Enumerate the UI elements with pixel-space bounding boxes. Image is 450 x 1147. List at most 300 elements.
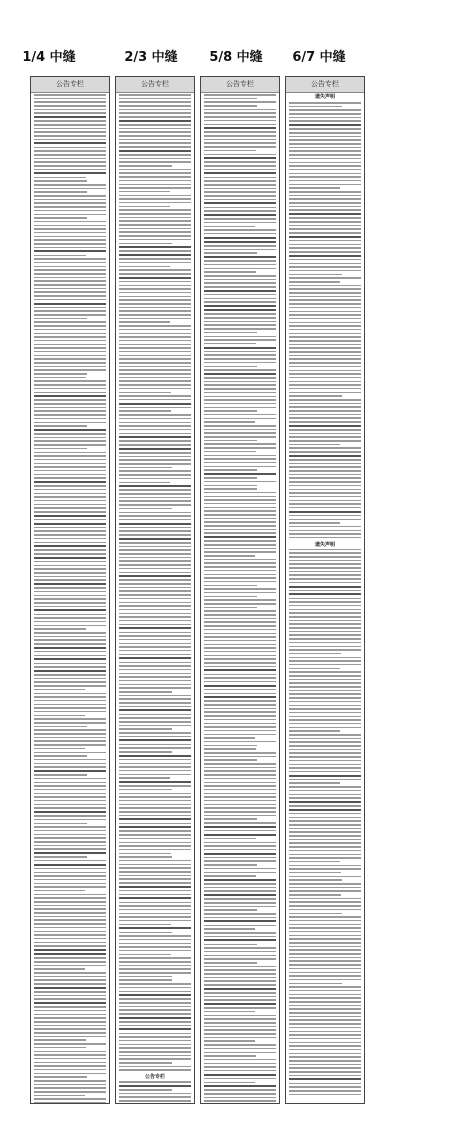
text-line [119, 560, 191, 562]
text-line [204, 774, 276, 776]
text-line [289, 620, 361, 622]
text-line [289, 522, 340, 524]
text-line [34, 329, 106, 331]
text-line [204, 488, 257, 490]
text-line [34, 905, 106, 907]
text-line [289, 109, 361, 111]
text-line [34, 841, 106, 843]
text-line [289, 489, 361, 491]
text-line [204, 536, 276, 538]
text-line [34, 147, 106, 149]
text-line [34, 856, 87, 858]
text-line [34, 991, 106, 993]
text-line [204, 1044, 276, 1046]
section-heading: 遗失声明 [314, 541, 335, 548]
text-line [204, 1011, 255, 1013]
text-line [204, 366, 257, 368]
text-line [289, 820, 361, 822]
text-line [204, 1100, 276, 1102]
text-line [119, 285, 191, 287]
text-line [34, 976, 106, 978]
text-line [204, 210, 276, 212]
text-line [34, 470, 106, 472]
text-line [204, 407, 276, 409]
text-line [34, 647, 106, 649]
text-line [289, 244, 361, 246]
text-line [204, 184, 276, 186]
text-line [119, 789, 172, 791]
text-line [289, 263, 361, 265]
panel-text-body [204, 94, 276, 1102]
text-line [289, 403, 361, 405]
text-line [34, 1025, 106, 1027]
text-line [204, 700, 276, 702]
text-line [289, 106, 342, 108]
text-line [289, 184, 361, 186]
text-line [34, 455, 106, 457]
panel-subheader: 遗失声明 [314, 94, 335, 100]
text-line [34, 507, 106, 509]
text-line [204, 662, 276, 664]
text-line [119, 277, 191, 279]
text-line [119, 485, 191, 487]
text-line [34, 407, 106, 409]
text-line [204, 551, 276, 553]
text-line [204, 689, 276, 691]
text-line [204, 592, 276, 594]
text-line [289, 752, 361, 754]
text-line [289, 571, 361, 573]
text-line [204, 139, 276, 141]
text-line [119, 1096, 191, 1098]
text-line [34, 1058, 106, 1060]
text-line [119, 329, 191, 331]
text-line [119, 344, 191, 346]
text-line [289, 646, 361, 648]
text-line [204, 388, 276, 390]
text-line [119, 508, 172, 510]
text-line [204, 566, 276, 568]
text-line [289, 414, 361, 416]
text-line [34, 1017, 106, 1019]
text-line [119, 650, 191, 652]
text-line [289, 496, 361, 498]
text-line [34, 800, 106, 802]
text-line [204, 432, 276, 434]
text-line [34, 643, 106, 645]
text-line [119, 176, 191, 178]
text-line [34, 496, 106, 498]
text-line [289, 876, 361, 878]
text-line [289, 786, 361, 788]
text-line [204, 105, 257, 107]
text-line [204, 811, 276, 813]
text-line [289, 905, 361, 907]
text-line [289, 686, 361, 688]
text-line [289, 567, 361, 569]
text-line [289, 447, 361, 449]
text-line [34, 748, 85, 750]
text-line [34, 934, 106, 936]
text-line [289, 1016, 361, 1018]
text-line [119, 706, 191, 708]
panel-text-body [289, 102, 361, 1104]
text-line [204, 485, 257, 487]
text-line [204, 588, 276, 590]
text-line [204, 726, 276, 728]
text-line [289, 960, 361, 962]
text-line [34, 704, 106, 706]
text-line [119, 206, 170, 208]
text-line [289, 150, 361, 152]
text-line [289, 311, 361, 313]
text-line [289, 805, 361, 807]
text-line [204, 913, 276, 915]
text-line [34, 707, 106, 709]
text-line [119, 994, 191, 996]
text-line [204, 704, 276, 706]
text-line [289, 616, 361, 618]
text-line [289, 890, 361, 892]
text-line [119, 946, 191, 948]
text-line [119, 818, 191, 820]
text-line [204, 681, 276, 683]
text-line [204, 94, 276, 96]
text-line [34, 410, 106, 412]
text-line [34, 572, 106, 574]
text-line [34, 864, 106, 866]
text-line [204, 640, 276, 642]
text-line [119, 470, 191, 472]
text-line [34, 658, 106, 660]
text-line [204, 872, 276, 874]
text-line [289, 927, 361, 929]
text-line [289, 997, 361, 999]
text-line [204, 677, 276, 679]
text-line [289, 682, 361, 684]
text-line [204, 1026, 276, 1028]
text-line [119, 422, 191, 424]
text-line [34, 901, 106, 903]
text-line [119, 362, 191, 364]
text-line [289, 139, 361, 141]
text-line [119, 325, 191, 327]
text-line [289, 979, 361, 981]
text-line [204, 555, 255, 557]
text-line [204, 920, 276, 922]
text-line [289, 738, 361, 740]
text-line [119, 336, 191, 338]
text-line [119, 358, 191, 360]
text-line [289, 373, 361, 375]
text-line [289, 288, 361, 290]
text-line [34, 172, 106, 174]
text-line [204, 1022, 276, 1024]
text-line [119, 139, 191, 141]
text-line [204, 469, 257, 471]
text-line [34, 953, 106, 955]
text-line [289, 303, 361, 305]
text-line [34, 250, 106, 252]
text-line [204, 518, 276, 520]
text-line [204, 879, 276, 881]
text-line [204, 562, 276, 564]
text-line [289, 247, 361, 249]
text-line [34, 142, 106, 144]
text-line [289, 132, 361, 134]
text-line [204, 1040, 255, 1042]
text-line [119, 1017, 191, 1019]
announcement-panel-6-7 [285, 76, 365, 1104]
text-line [204, 909, 257, 911]
text-line [289, 292, 361, 294]
text-line [34, 232, 106, 234]
text-line [289, 782, 340, 784]
text-line [119, 1047, 191, 1049]
text-line [119, 774, 191, 776]
text-line [34, 689, 85, 691]
text-line [204, 796, 276, 798]
text-line [34, 651, 106, 653]
text-line [119, 905, 191, 907]
text-line [204, 1033, 276, 1035]
text-line [204, 339, 276, 341]
panel-text-body [34, 94, 106, 1102]
text-line [204, 932, 276, 934]
text-line [289, 756, 361, 758]
text-line [119, 939, 191, 941]
text-line [119, 867, 191, 869]
text-line [289, 638, 361, 640]
text-line [119, 184, 191, 186]
text-line [119, 258, 191, 260]
text-line [34, 983, 106, 985]
text-line [34, 987, 106, 989]
text-line [119, 135, 191, 137]
text-line [34, 1036, 106, 1038]
text-line [204, 759, 257, 761]
text-line [289, 779, 361, 781]
text-line [34, 154, 106, 156]
text-line [34, 789, 106, 791]
text-line [204, 585, 257, 587]
text-line [34, 587, 106, 589]
text-line [289, 392, 361, 394]
text-line [119, 340, 191, 342]
text-line [34, 561, 106, 563]
text-line [289, 425, 361, 427]
text-line [119, 195, 191, 197]
text-line [119, 1006, 191, 1008]
text-line [34, 221, 106, 223]
text-line [119, 616, 191, 618]
text-line [289, 421, 361, 423]
text-line [34, 258, 106, 260]
text-line [34, 1069, 106, 1071]
text-line [289, 191, 361, 193]
text-line [34, 150, 106, 152]
text-line [34, 109, 106, 111]
text-line [119, 924, 171, 926]
text-line [289, 281, 340, 283]
text-line [204, 723, 276, 725]
text-line [34, 965, 106, 967]
text-line [204, 286, 276, 288]
text-line [289, 901, 361, 903]
text-line [34, 1054, 106, 1056]
text-line [34, 890, 85, 892]
text-line [289, 362, 361, 364]
text-line [34, 755, 87, 757]
text-line [204, 607, 257, 609]
text-line [289, 366, 361, 368]
text-line [289, 560, 361, 562]
text-line [289, 1038, 361, 1040]
text-line [119, 273, 191, 275]
text-line [204, 309, 276, 311]
text-line [289, 232, 361, 234]
text-line [289, 857, 361, 859]
text-line [289, 500, 361, 502]
text-line [34, 318, 87, 320]
text-line [204, 875, 256, 877]
text-line [34, 711, 106, 713]
text-line [289, 370, 361, 372]
text-line [34, 678, 106, 680]
text-line [119, 849, 191, 851]
text-line [204, 596, 257, 598]
text-line [119, 202, 191, 204]
text-line [204, 462, 276, 464]
text-line [34, 98, 106, 100]
text-line [289, 935, 361, 937]
text-line [119, 1036, 191, 1038]
text-line [119, 231, 191, 233]
text-line [34, 565, 106, 567]
text-line [34, 830, 106, 832]
text-line [119, 777, 170, 779]
text-line [289, 318, 361, 320]
text-line [34, 459, 106, 461]
text-line [119, 853, 171, 855]
text-line [34, 591, 106, 593]
text-line [289, 533, 361, 535]
text-line [204, 925, 276, 927]
text-line [119, 807, 191, 809]
text-line [119, 838, 191, 840]
text-line [289, 590, 361, 592]
text-line [34, 1091, 106, 1093]
text-line [34, 636, 106, 638]
text-line [34, 444, 106, 446]
text-line [119, 856, 172, 858]
text-line [204, 984, 276, 986]
text-line [204, 708, 276, 710]
text-line [119, 732, 191, 734]
text-line [34, 852, 106, 854]
panel-header: 公告专栏 [286, 77, 364, 93]
text-line [119, 228, 191, 230]
text-line [34, 266, 106, 268]
text-line [204, 532, 276, 534]
text-line [204, 241, 276, 243]
text-line [204, 807, 276, 809]
text-line [34, 740, 106, 742]
text-line [119, 766, 191, 768]
text-line [119, 598, 191, 600]
text-line [119, 235, 191, 237]
text-line [289, 990, 361, 992]
text-line [119, 643, 191, 645]
text-line [119, 646, 191, 648]
text-line [34, 485, 106, 487]
text-line [34, 1073, 106, 1075]
text-line [119, 572, 191, 574]
text-line [204, 425, 276, 427]
text-line [289, 850, 361, 852]
text-line [119, 800, 191, 802]
text-line [34, 579, 106, 581]
text-line [119, 568, 191, 570]
text-line [289, 202, 361, 204]
text-line [204, 785, 276, 787]
text-line [204, 818, 257, 820]
text-line [119, 444, 191, 446]
text-line [289, 920, 361, 922]
text-line [34, 598, 106, 600]
text-line [119, 288, 191, 290]
text-line [34, 696, 106, 698]
text-line [34, 340, 106, 342]
text-line [289, 102, 361, 104]
text-line [119, 770, 191, 772]
text-line [119, 687, 191, 689]
text-line [204, 939, 276, 941]
text-line [34, 1021, 106, 1023]
text-line [34, 606, 106, 608]
text-line [119, 380, 191, 382]
text-line [289, 764, 361, 766]
text-line [119, 669, 191, 671]
text-line [34, 116, 106, 118]
text-line [34, 384, 106, 386]
text-line [119, 369, 191, 371]
text-line [34, 557, 106, 559]
text-line [204, 260, 276, 262]
text-line [289, 296, 361, 298]
text-line [34, 894, 106, 896]
text-line [289, 749, 361, 751]
text-line [204, 842, 276, 844]
text-line [204, 226, 255, 228]
text-line [204, 625, 276, 627]
text-line [289, 916, 361, 918]
text-line [119, 1013, 191, 1015]
text-line [204, 1048, 276, 1050]
text-line [119, 1058, 191, 1060]
text-line [34, 979, 106, 981]
text-line [289, 957, 361, 959]
text-line [289, 1045, 361, 1047]
text-line [204, 399, 276, 401]
text-line [34, 463, 106, 465]
text-line [119, 842, 191, 844]
text-line [34, 1047, 86, 1049]
text-line [34, 957, 106, 959]
text-line [289, 1023, 361, 1025]
text-line [34, 366, 106, 368]
text-line [34, 923, 106, 925]
